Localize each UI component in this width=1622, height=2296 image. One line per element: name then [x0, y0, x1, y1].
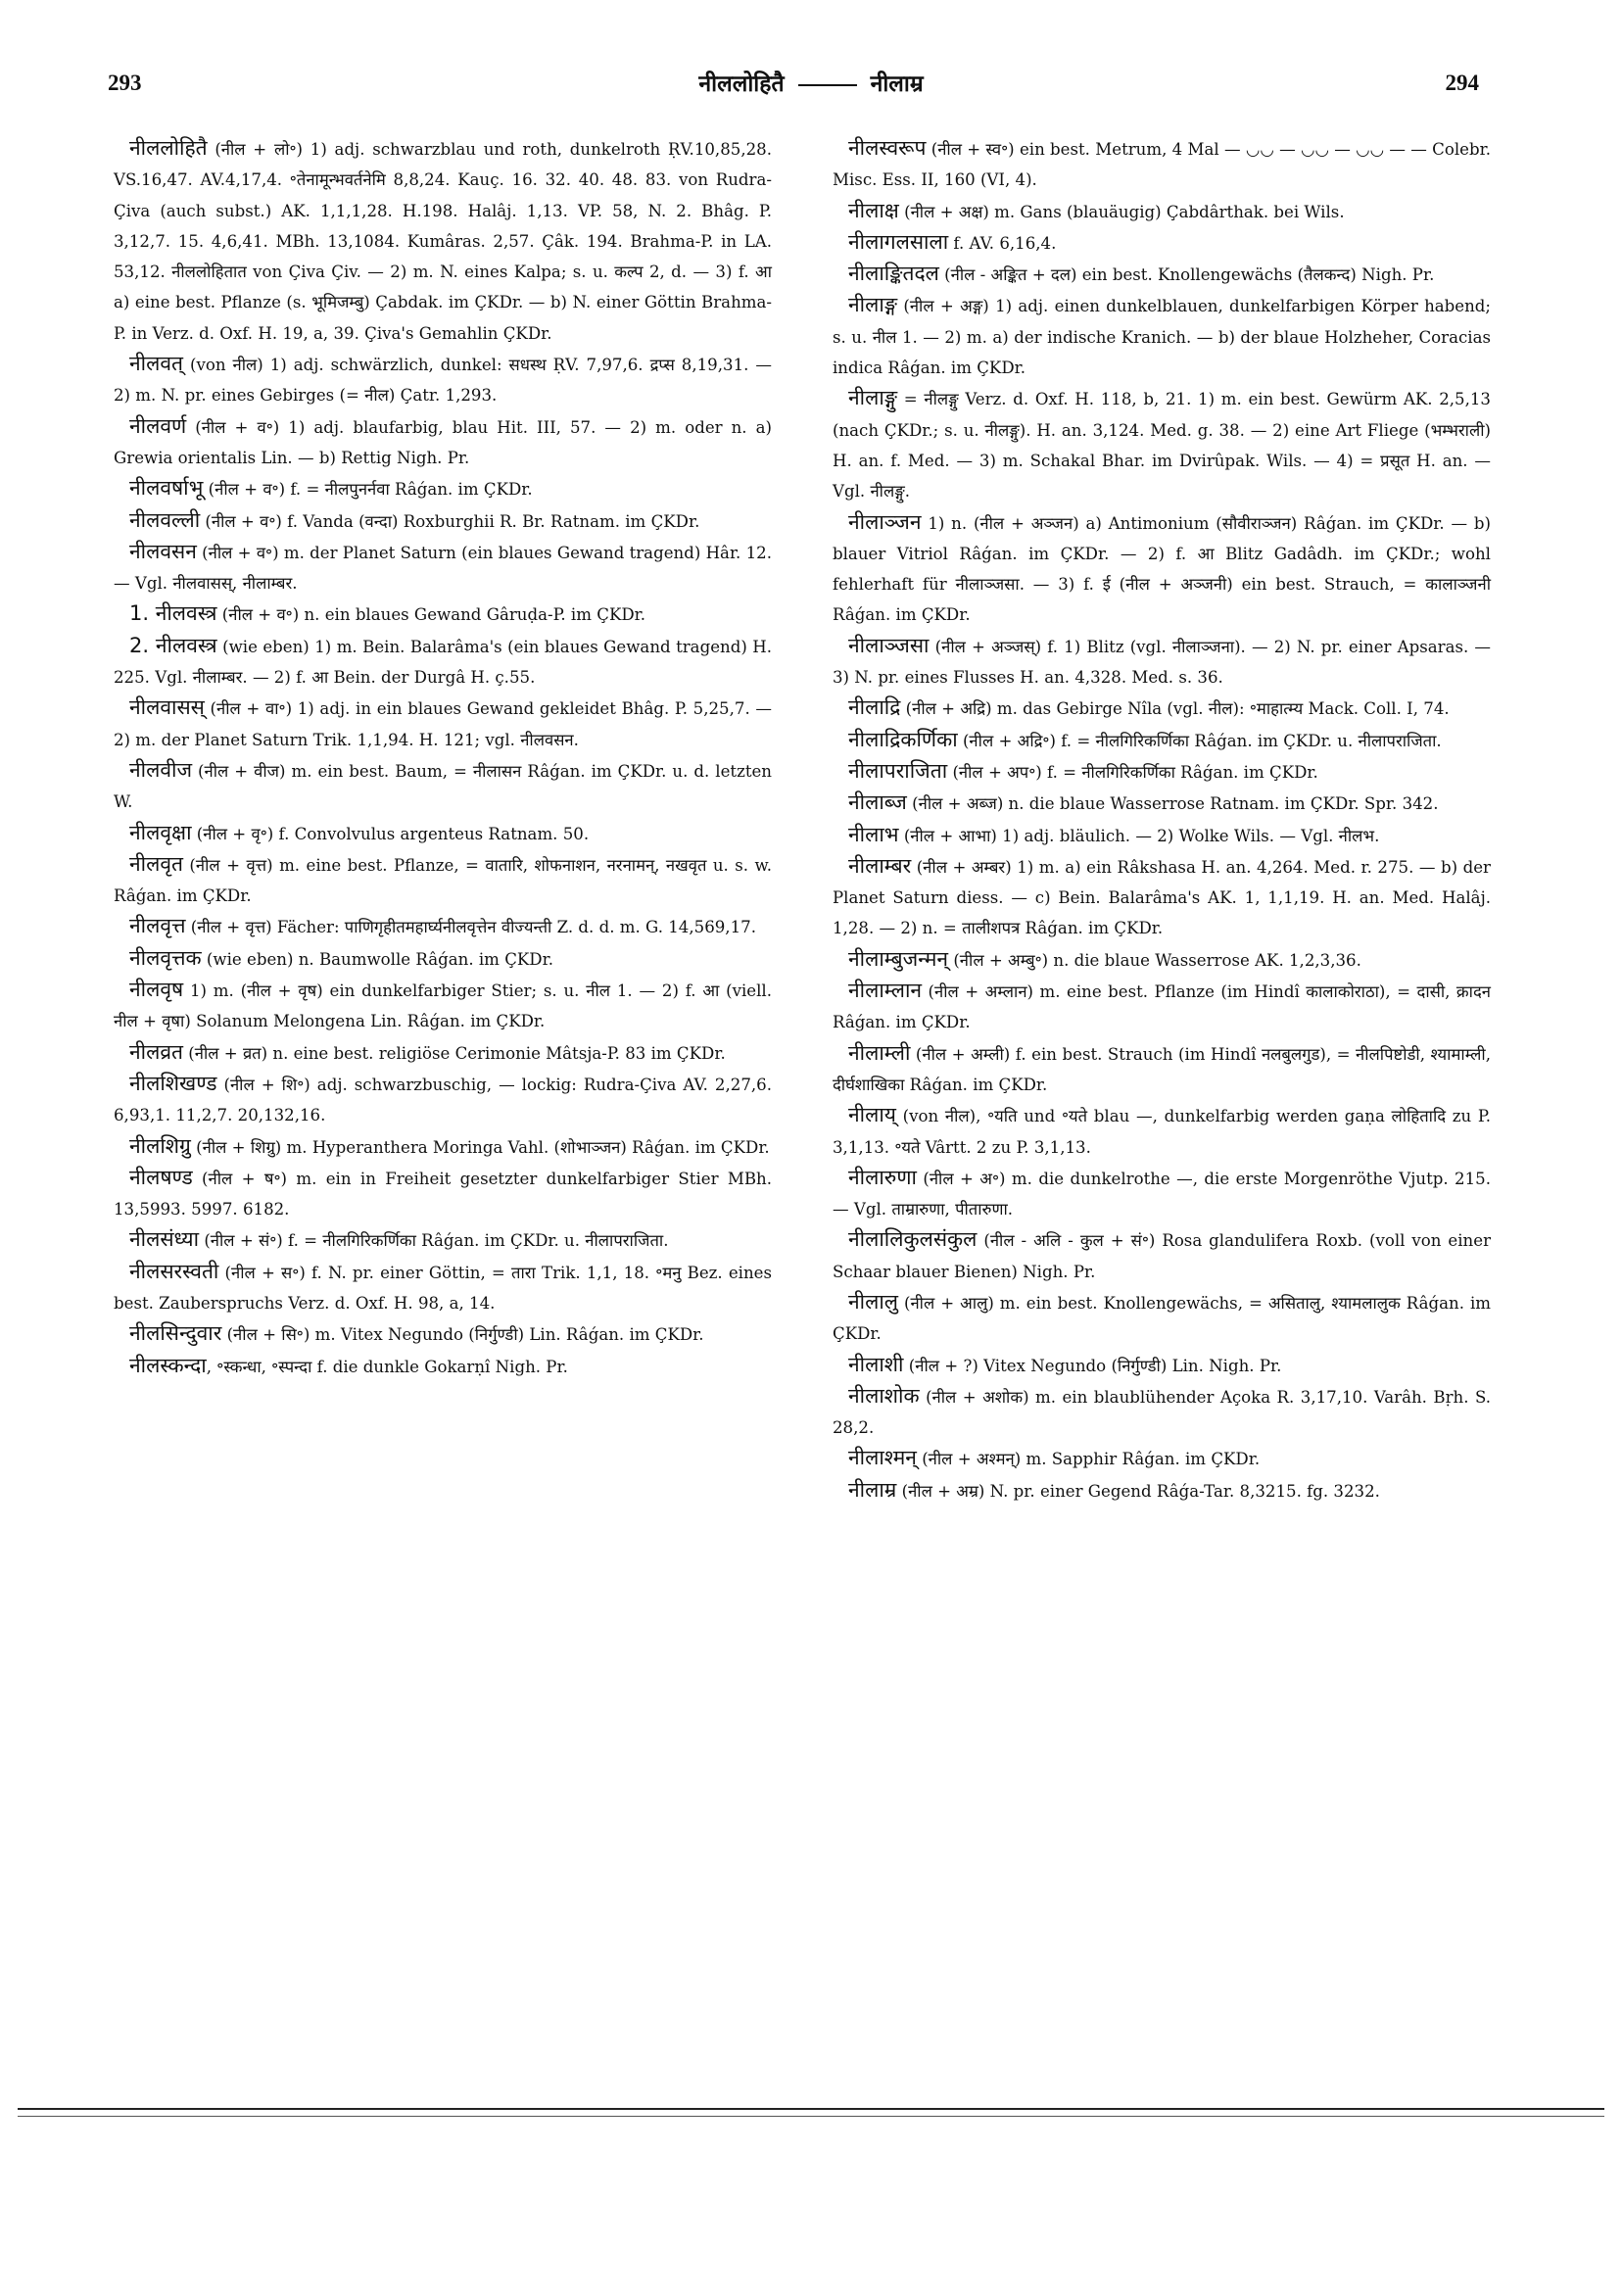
dictionary-entry — [833, 1443, 1491, 1474]
entry-headword: नीलारुणा — [848, 1165, 917, 1189]
entry-definition: (von नील) 1) adj. schwärzlich, dunkel: सधस्थ ṚV. 7,97,6. द्रप्स 8,19,31. — 2) m. N. pr. eines Gebirges (= नील) Çatr. 1,293. — [114, 356, 772, 406]
entry-headword: नीलस्कन्दा — [129, 1353, 207, 1377]
entry-definition: (नील + अम्र) N. pr. einer Gegend Râǵa-Tar. 8,3215. fg. 3232. — [896, 1481, 1380, 1501]
dictionary-entry — [114, 1224, 772, 1256]
dictionary-entry — [833, 788, 1491, 819]
dictionary-entry — [114, 133, 772, 349]
dictionary-entry — [833, 290, 1491, 383]
page-number-right: 294 — [1445, 71, 1479, 95]
footer-rule — [18, 2108, 1604, 2110]
entry-definition: (नील + अञ्जस्) f. 1) Blitz (vgl. नीलाञ्जना). — 2) N. pr. einer Apsaras. — 3) N. pr. eines Flusses H. an. 4,328. Med. s. 36. — [833, 637, 1491, 688]
entry-headword: नीलाय् — [848, 1103, 896, 1127]
entry-definition: (नील + वा॰) 1) adj. in ein blaues Gewand gekleidet Bhâg. P. 5,25,7. — 2) m. der Planet Saturn Trik. 1,1,94. H. 121; vgl. नीलवसन. — [114, 699, 772, 749]
entry-headword: नीलाद्रिकर्णिका — [848, 727, 958, 751]
entry-definition: (von नील), ॰यति und ॰यते blau —, dunkelfarbig werden gaṇa लोहितादि zu P. 3,1,13. ॰यते Vârtt. 2 zu P. 3,1,13. — [833, 1107, 1491, 1157]
entry-definition: (नील + अक्ष) m. Gans (blauäugig) Çabdârthak. bei Wils. — [898, 202, 1345, 221]
dictionary-entry — [833, 944, 1491, 976]
entry-definition: (wie eben) n. Baumwolle Râǵan. im ÇKDr. — [201, 949, 553, 969]
dictionary-entry — [114, 1163, 772, 1225]
dictionary-entry — [114, 1318, 772, 1350]
entry-definition: (नील + लो॰) 1) adj. schwarzblau und roth, dunkelroth ṚV.10,85,28. VS.16,47. AV.4,17,4. ॰तेनामून्भवर्तनेमि 8,8,24. Kauç. 16. 32. 40. 48. 83. von Rudra-Çiva (auch subst.) AK. 1,1,1,28. H.198. Halâj. 1,13. VP. 58, N. 2. Bhâg. P. 3,12,7. 15. 4,6,41. MBh. 13,1084. Kumâras. 2,57. Çâk. 194. Brahma-P. in LA. 53,12. नीललोहितात von Çiva Çiv. — 2) m. N. eines Kalpa; s. u. कल्प 2, d. — 3) f. आ a) eine best. Pflanze (s. भूमिजम्बु) Çabdak. im ÇKDr. — b) N. einer Göttin Brahma-P. in Verz. d. Oxf. H. 19, a, 39. Çiva's Gemahlin ÇKDr. — [114, 140, 772, 343]
entry-headword: नीलसंध्या — [129, 1227, 200, 1252]
dictionary-entry — [833, 976, 1491, 1038]
entry-definition: (नील + सि॰) m. Vitex Negundo (निर्गुण्डी) Lin. Râǵan. im ÇKDr. — [221, 1325, 704, 1345]
entry-headword: नीलाभ — [848, 822, 899, 846]
entry-headword: नीलव्रत — [129, 1039, 183, 1064]
dictionary-entry — [833, 1381, 1491, 1444]
entry-headword: नीलाद्रि — [848, 695, 901, 720]
dictionary-entry — [833, 1163, 1491, 1225]
entry-definition: (नील + व॰) f. Vanda (वन्दा) Roxburghii R. Br. Ratnam. im ÇKDr. — [200, 511, 700, 531]
entry-definition: (नील + अशोक) m. ein blaublühender Açoka R. 3,17,10. Varâh. Bṛh. S. 28,2. — [833, 1387, 1491, 1438]
dictionary-entry — [114, 1257, 772, 1319]
running-header — [0, 67, 1622, 98]
dictionary-entry — [114, 755, 772, 818]
entry-headword: नीलवृत्तक — [129, 945, 202, 970]
dictionary-entry — [114, 943, 772, 975]
entry-definition: (नील + अब्ज) n. die blaue Wasserrose Ratnam. im ÇKDr. Spr. 342. — [906, 794, 1439, 814]
dictionary-entry — [833, 1038, 1491, 1101]
entry-headword: नीलषण्ड — [129, 1165, 193, 1189]
dictionary-entry — [114, 1037, 772, 1069]
entry-definition: (नील + स॰) f. N. pr. einer Göttin, = तारा Trik. 1,1, 18. ॰मनु Bez. eines best. Zauberspruchs Verz. d. Oxf. H. 98, a, 14. — [114, 1263, 772, 1313]
entry-headword: नीलवीज — [129, 757, 193, 782]
right-column — [833, 133, 1491, 1507]
entry-definition: (नील + अश्मन्) m. Sapphir Râǵan. im ÇKDr. — [916, 1450, 1261, 1469]
entry-definition: (नील + अम्लान) m. eine best. Pflanze (im Hindî कालाकोराठा), = दासी, क्रादन Râǵan. im ÇKDr. — [833, 982, 1491, 1032]
entry-headword: नीलवसन — [129, 539, 197, 563]
entry-headword: नीलवृत — [129, 851, 183, 876]
dictionary-entry — [833, 820, 1491, 851]
dictionary-entry — [114, 818, 772, 849]
dictionary-entry — [833, 631, 1491, 694]
entry-headword: नीलवल्ली — [129, 507, 201, 532]
entry-headword: नीलवासस् — [129, 695, 205, 720]
dictionary-entry — [833, 1350, 1491, 1381]
entry-definition: = नीलङ्गु Verz. d. Oxf. H. 118, b, 21. 1) m. ein best. Gewürm AK. 2,5,13 (nach ÇKDr.; s. u. नीलङ्गु). H. an. 3,124. Med. g. 38. — 2) eine Art Fliege (भम्भराली) H. an. f. Med. — 3) m. Schakal Bhar. im Dvirûpak. Wils. — 4) = प्रसूत H. an. — Vgl. नीलङ्गु. — [833, 390, 1491, 502]
entry-definition: (नील + अप॰) f. = नीलगिरिकर्णिका Râǵan. im ÇKDr. — [947, 762, 1318, 782]
entry-definition: f. AV. 6,16,4. — [948, 233, 1057, 253]
entry-headword: 1. नीलवस्त्र — [129, 601, 217, 626]
entry-definition: (नील + वृ॰) f. Convolvulus argenteus Ratnam. 50. — [191, 824, 590, 843]
dictionary-entry — [114, 631, 772, 694]
entry-definition: (नील + वृत्त) m. eine best. Pflanze, = वातारि, शोफनाशन, नरनामन्, नखवृत u. s. w. Râǵan. im ÇKDr. — [114, 855, 772, 906]
entry-definition: (नील + वृत्त) Fächer: पाणिगृहीतमहार्घ्यनीलवृत्तेन वीज्यन्ती Z. d. d. m. G. 14,569,17. — [185, 918, 756, 937]
entry-headword: नीलाशी — [848, 1352, 904, 1376]
dictionary-entry — [114, 1351, 772, 1382]
dictionary-entry — [114, 911, 772, 942]
entry-definition: , ॰स्कन्धा, ॰स्पन्दा f. die dunkle Gokarṇî Nigh. Pr. — [206, 1357, 568, 1376]
entry-headword: नीलशिखण्ड — [129, 1071, 217, 1095]
entry-headword: नीलाम्बुजन्मन् — [848, 946, 949, 971]
entry-definition: (नील + अङ्ग) 1) adj. einen dunkelblauen, dunkelfarbigen Körper habend; s. u. नील 1. — 2) m. a) der indische Kranich. — b) der blaue Holzheher, Coracias indica Râǵan. im ÇKDr. — [833, 297, 1491, 378]
entry-definition: (नील + व॰) n. ein blaues Gewand Gâruḍa-P. im ÇKDr. — [216, 605, 646, 625]
entry-definition: (नील + स्व॰) ein best. Metrum, 4 Mal — ◡◡ — ◡◡ — ◡◡ — — Colebr. Misc. Ess. II, 160 (VI, 4). — [833, 140, 1491, 190]
header-dash — [798, 84, 857, 86]
entry-headword: नीलसिन्दुवार — [129, 1321, 222, 1346]
entry-headword: नीलवर्षाभू — [129, 476, 204, 501]
entry-definition: (नील - अलि - कुल + सं॰) Rosa glandulifera Roxb. (voll von einer Schaar blauer Bienen) Nigh. Pr. — [833, 1231, 1491, 1281]
entry-headword: नीलवृत्त — [129, 914, 186, 938]
entry-headword: नीलसरस्वती — [129, 1259, 219, 1283]
entry-headword: नीलाम्बर — [848, 853, 912, 878]
entry-headword: नीलाङ्ग — [848, 293, 898, 317]
entry-headword: नीलाङ्गु — [848, 386, 898, 410]
dictionary-entry — [114, 411, 772, 474]
entry-headword: नीलालिकुलसंकुल — [848, 1227, 978, 1252]
entry-headword: नीलवृष — [129, 978, 184, 1002]
entry-definition: (नील + आभा) 1) adj. bläulich. — 2) Wolke Wils. — Vgl. नीलभ. — [898, 826, 1380, 845]
running-header-right: नीलाम्र — [870, 72, 924, 97]
dictionary-entry — [114, 1069, 772, 1131]
entry-headword: नीलाशोक — [848, 1383, 920, 1408]
entry-definition: (नील + अ॰) m. die dunkelrothe —, die erste Morgenröthe Vjutp. 215. — Vgl. ताम्रारुणा, पीतारुणा. — [833, 1169, 1491, 1220]
footer-rule-thin — [18, 2116, 1604, 2117]
entry-headword: नीलवत् — [129, 352, 183, 376]
entry-definition: (नील + व॰) m. der Planet Saturn (ein blaues Gewand tragend) Hâr. 12. — Vgl. नीलवासस्, नीलाम्बर. — [114, 543, 772, 594]
entry-headword: नीलाञ्जसा — [848, 633, 930, 657]
dictionary-entry — [833, 196, 1491, 227]
entry-definition: (नील + व॰) 1) adj. blaufarbig, blau Hit. III, 57. — 2) m. oder n. a) Grewia orientalis Lin. — b) Rettig Nigh. Pr. — [114, 417, 772, 467]
dictionary-entry — [114, 537, 772, 599]
entry-definition: (wie eben) 1) m. Bein. Balarâma's (ein blaues Gewand tragend) H. 225. Vgl. नीलाम्बर. — 2) f. आ Bein. der Durgâ H. ç.55. — [114, 637, 772, 688]
entry-definition: (नील + अम्बर) 1) m. a) ein Râkshasa H. an. 4,264. Med. r. 275. — b) der Planet Saturn diess. — c) Bein. Balarâma's AK. 1, 1,1,19. H. an. Med. Halâj. 1,28. — 2) n. = तालीशपत्र Râǵan. im ÇKDr. — [833, 857, 1491, 938]
entry-headword: नीलागलसाला — [848, 229, 949, 254]
entry-definition: (नील - अङ्कित + दल) ein best. Knollengewächs (तैलकन्द) Nigh. Pr. — [938, 265, 1435, 285]
dictionary-entry — [833, 259, 1491, 290]
entry-headword: नीलाश्मन् — [848, 1446, 917, 1470]
entry-headword: 2. नीलवस्त्र — [129, 633, 217, 657]
entry-headword: नीलापराजिता — [848, 758, 948, 783]
entry-headword: नीलाङ्कितदल — [848, 262, 939, 286]
left-column — [114, 133, 772, 1382]
entry-definition: (नील + अद्रि) m. das Gebirge Nîla (vgl. नील): ॰माहात्म्य Mack. Coll. I, 74. — [900, 699, 1450, 719]
dictionary-entry — [114, 975, 772, 1037]
entry-definition: (नील + वीज) m. ein best. Baum, = नीलासन Râǵan. im ÇKDr. u. d. letzten W. — [114, 761, 772, 812]
entry-headword: नीलवृक्षा — [129, 820, 192, 844]
entry-definition: (नील + ?) Vitex Negundo (निर्गुण्डी) Lin. Nigh. Pr. — [903, 1356, 1282, 1375]
entry-headword: नीलाम्लान — [848, 979, 923, 1003]
dictionary-entry — [833, 133, 1491, 196]
dictionary-entry — [833, 1224, 1491, 1287]
entry-headword: नीलालु — [848, 1289, 899, 1314]
entry-headword: नीलाब्ज — [848, 790, 907, 815]
entry-headword: नीलाम्ली — [848, 1040, 911, 1065]
entry-headword: नीलस्वरूप — [848, 136, 927, 160]
entry-headword: नीललोहितै — [129, 136, 208, 160]
entry-headword: नीलाम्र — [848, 1477, 897, 1502]
dictionary-entry — [833, 1100, 1491, 1163]
dictionary-entry — [114, 849, 772, 912]
dictionary-entry — [114, 349, 772, 411]
dictionary-entry — [833, 227, 1491, 259]
entry-definition: (नील + आलु) m. ein best. Knollengewächs, = असितालु, श्यामलालुक Râǵan. im ÇKDr. — [833, 1293, 1491, 1344]
dictionary-entry — [114, 473, 772, 504]
entry-definition: (नील + सं॰) f. = नीलगिरिकर्णिका Râǵan. im ÇKDr. u. नीलापराजिता. — [199, 1231, 669, 1251]
dictionary-entry — [833, 756, 1491, 788]
dictionary-entry — [833, 383, 1491, 506]
dictionary-entry — [114, 598, 772, 630]
dictionary-entry — [833, 851, 1491, 944]
dictionary-entry — [833, 507, 1491, 631]
dictionary-entry — [114, 1131, 772, 1163]
running-header-left: नीललोहितै — [698, 72, 785, 97]
entry-definition: (नील + शिग्रु) m. Hyperanthera Moringa Vahl. (शोभाञ्जन) Râǵan. im ÇKDr. — [190, 1137, 770, 1157]
entry-definition: (नील + अद्रि॰) f. = नीलगिरिकर्णिका Râǵan. im ÇKDr. u. नीलापराजिता. — [957, 731, 1442, 750]
entry-definition: 1) n. (नील + अञ्जन) a) Antimonium (सौवीराञ्जन) Râǵan. im ÇKDr. — b) blauer Vitriol Râǵan. im ÇKDr. — 2) f. आ Blitz Gadâdh. im ÇKDr.; wohl fehlerhaft für नीलाञ्जसा. — 3) f. ई (नील + अञ्जनी) ein best. Strauch, = कालाञ्जनी Râǵan. im ÇKDr. — [833, 513, 1491, 625]
dictionary-entry — [833, 1287, 1491, 1350]
dictionary-entry — [833, 725, 1491, 756]
entry-definition: (नील + ष॰) m. ein in Freiheit gesetzter dunkelfarbiger Stier MBh. 13,5993. 5997. 6182. — [114, 1169, 772, 1220]
dictionary-entry — [114, 693, 772, 755]
entry-headword: नीलाक्ष — [848, 198, 899, 222]
dictionary-entry — [114, 505, 772, 537]
entry-definition: (नील + व॰) f. = नीलपुनर्नवा Râǵan. im ÇKDr. — [203, 480, 533, 500]
entry-headword: नीलशिग्रु — [129, 1133, 191, 1158]
dictionary-entry — [833, 693, 1491, 724]
entry-headword: नीलाञ्जन — [848, 509, 922, 534]
dictionary-entry — [833, 1475, 1491, 1507]
entry-headword: नीलवर्ण — [129, 413, 187, 438]
entry-definition: (नील + व्रत) n. eine best. religiöse Cerimonie Mâtsja-P. 83 im ÇKDr. — [182, 1043, 726, 1063]
entry-definition: (नील + अम्ली) f. ein best. Strauch (im Hindî नलबुलगुड), = नीलपिष्टोडी, श्यामाम्ली, दीर्घशाखिका Râǵan. im ÇKDr. — [833, 1044, 1491, 1094]
page-number-left: 293 — [108, 71, 142, 95]
entry-definition: (नील + शि॰) adj. schwarzbuschig, — lockig: Rudra-Çiva AV. 2,27,6. 6,93,1. 11,2,7. 20,132,16. — [114, 1075, 772, 1125]
entry-definition: (नील + अम्बु॰) n. die blaue Wasserrose AK. 1,2,3,36. — [948, 950, 1361, 970]
entry-definition: 1) m. (नील + वृष) ein dunkelfarbiger Stier; s. u. नील 1. — 2) f. आ (viell. नील + वृषा) Solanum Melongena Lin. Râǵan. im ÇKDr. — [114, 981, 772, 1031]
